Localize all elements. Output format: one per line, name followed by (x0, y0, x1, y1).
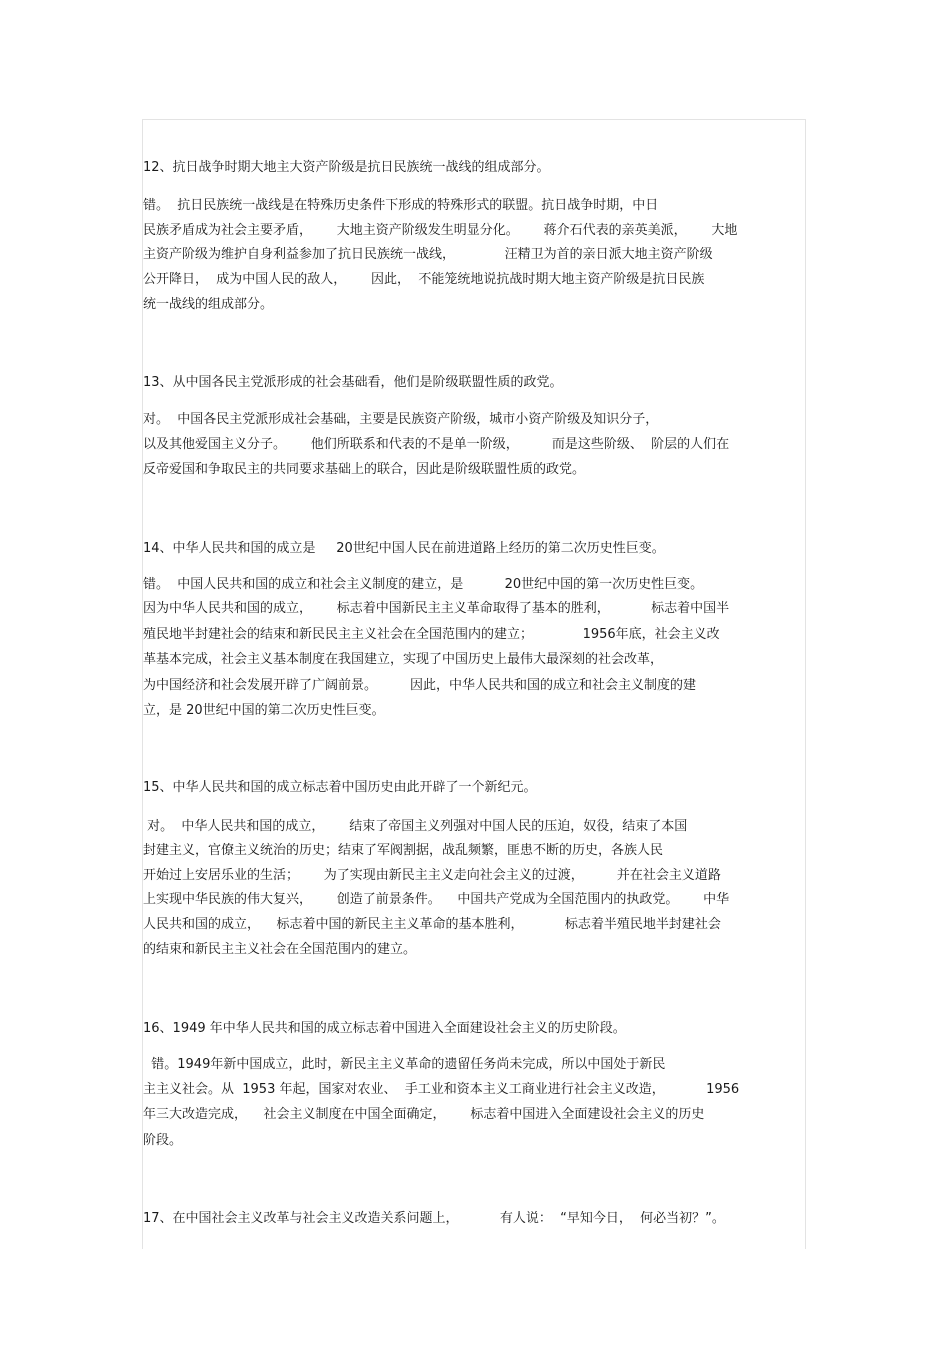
answer-16-line-2: 主主义社会。从 1953 年起，国家对农业、 手工业和资本主义工商业进行社会主义改造， 1956 (143, 1082, 740, 1097)
answer-12-line-2: 民族矛盾成为社会主要矛盾， 大地主资产阶级发生明显分化。 蒋介石代表的亲英美派， 大地 (143, 223, 738, 238)
answer-12-line-4: 公开降日， 成为中国人民的敌人， 因此， 不能笼统地说抗战时期大地主资产阶级是抗日民族 (143, 272, 705, 287)
answer-15-line-6: 的结束和新民主主义社会在全国范围内的建立。 (143, 942, 417, 957)
answer-16-line-3: 年三大改造完成， 社会主义制度在中国全面确定， 标志着中国进入全面建设社会主义的历史 (143, 1107, 705, 1122)
answer-14-line-4: 革基本完成，社会主义基本制度在我国建立，实现了中国历史上最伟大最深刻的社会改革， (143, 652, 664, 667)
answer-12-line-3: 主资产阶级为维护自身利益参加了抗日民族统一战线， 汪精卫为首的亲日派大地主资产阶级 (143, 247, 713, 262)
question-17: 17、在中国社会主义改革与社会主义改造关系问题上， 有人说： “早知今日， 何必当初？”。 (143, 1211, 725, 1226)
answer-15-line-1: 对。 中华人民共和国的成立， 结束了帝国主义列强对中国人民的压迫，奴役，结束了本国 (143, 819, 688, 834)
answer-15-line-2: 封建主义，官僚主义统治的历史；结束了军阀割据，战乱频繁，匪患不断的历史，各族人民 (143, 843, 664, 858)
answer-15-line-4: 上实现中华民族的伟大复兴， 创造了前景条件。 中国共产党成为全国范围内的执政党。 中华 (143, 892, 730, 907)
answer-13-line-1: 对。 中国各民主党派形成社会基础，主要是民族资产阶级，城市小资产阶级及知识分子， (143, 412, 659, 427)
question-13: 13、从中国各民主党派形成的社会基础看，他们是阶级联盟性质的政党。 (143, 375, 563, 390)
answer-12-line-5: 统一战线的组成部分。 (143, 297, 274, 312)
answer-12-line-1: 错。 抗日民族统一战线是在特殊历史条件下形成的特殊形式的联盟。抗日战争时期，中日 (143, 198, 659, 213)
answer-14-line-6: 立，是 20世纪中国的第二次历史性巨变。 (143, 703, 385, 718)
answer-15-line-3: 开始过上安居乐业的生活； 为了实现由新民主主义走向社会主义的过渡， 并在社会主义道路 (143, 868, 721, 883)
answer-16-line-4: 阶段。 (143, 1133, 183, 1148)
answer-14-line-3: 殖民地半封建社会的结束和新民民主主义社会在全国范围内的建立； 1956年底，社会主义改 (143, 627, 720, 642)
answer-15-line-5: 人民共和国的成立， 标志着中国的新民主主义革命的基本胜利， 标志着半殖民地半封建社会 (143, 917, 721, 932)
answer-13-line-3: 反帝爱国和争取民主的共同要求基础上的联合，因此是阶级联盟性质的政党。 (143, 462, 586, 477)
question-15: 15、中华人民共和国的成立标志着中国历史由此开辟了一个新纪元。 (143, 780, 537, 795)
answer-14-line-5: 为中国经济和社会发展开辟了广阔前景。 因此，中华人民共和国的成立和社会主义制度的建 (143, 678, 697, 693)
question-12: 12、抗日战争时期大地主大资产阶级是抗日民族统一战线的组成部分。 (143, 160, 550, 175)
answer-13-line-2: 以及其他爱国主义分子。 他们所联系和代表的不是单一阶级， 而是这些阶级、 阶层的人们在 (143, 437, 730, 452)
question-14: 14、中华人民共和国的成立是 20世纪中国人民在前进道路上经历的第二次历史性巨变。 (143, 541, 665, 556)
question-16: 16、1949 年中华人民共和国的成立标志着中国进入全面建设社会主义的历史阶段。 (143, 1021, 626, 1036)
answer-14-line-1: 错。 中国人民共和国的成立和社会主义制度的建立，是 20世纪中国的第一次历史性巨变。 (143, 577, 704, 592)
answer-14-line-2: 因为中华人民共和国的成立， 标志着中国新民主主义革命取得了基本的胜利， 标志着中国半 (143, 601, 730, 616)
answer-16-line-1: 错。1949年新中国成立，此时，新民主主义革命的遗留任务尚未完成，所以中国处于新民 (143, 1057, 666, 1072)
